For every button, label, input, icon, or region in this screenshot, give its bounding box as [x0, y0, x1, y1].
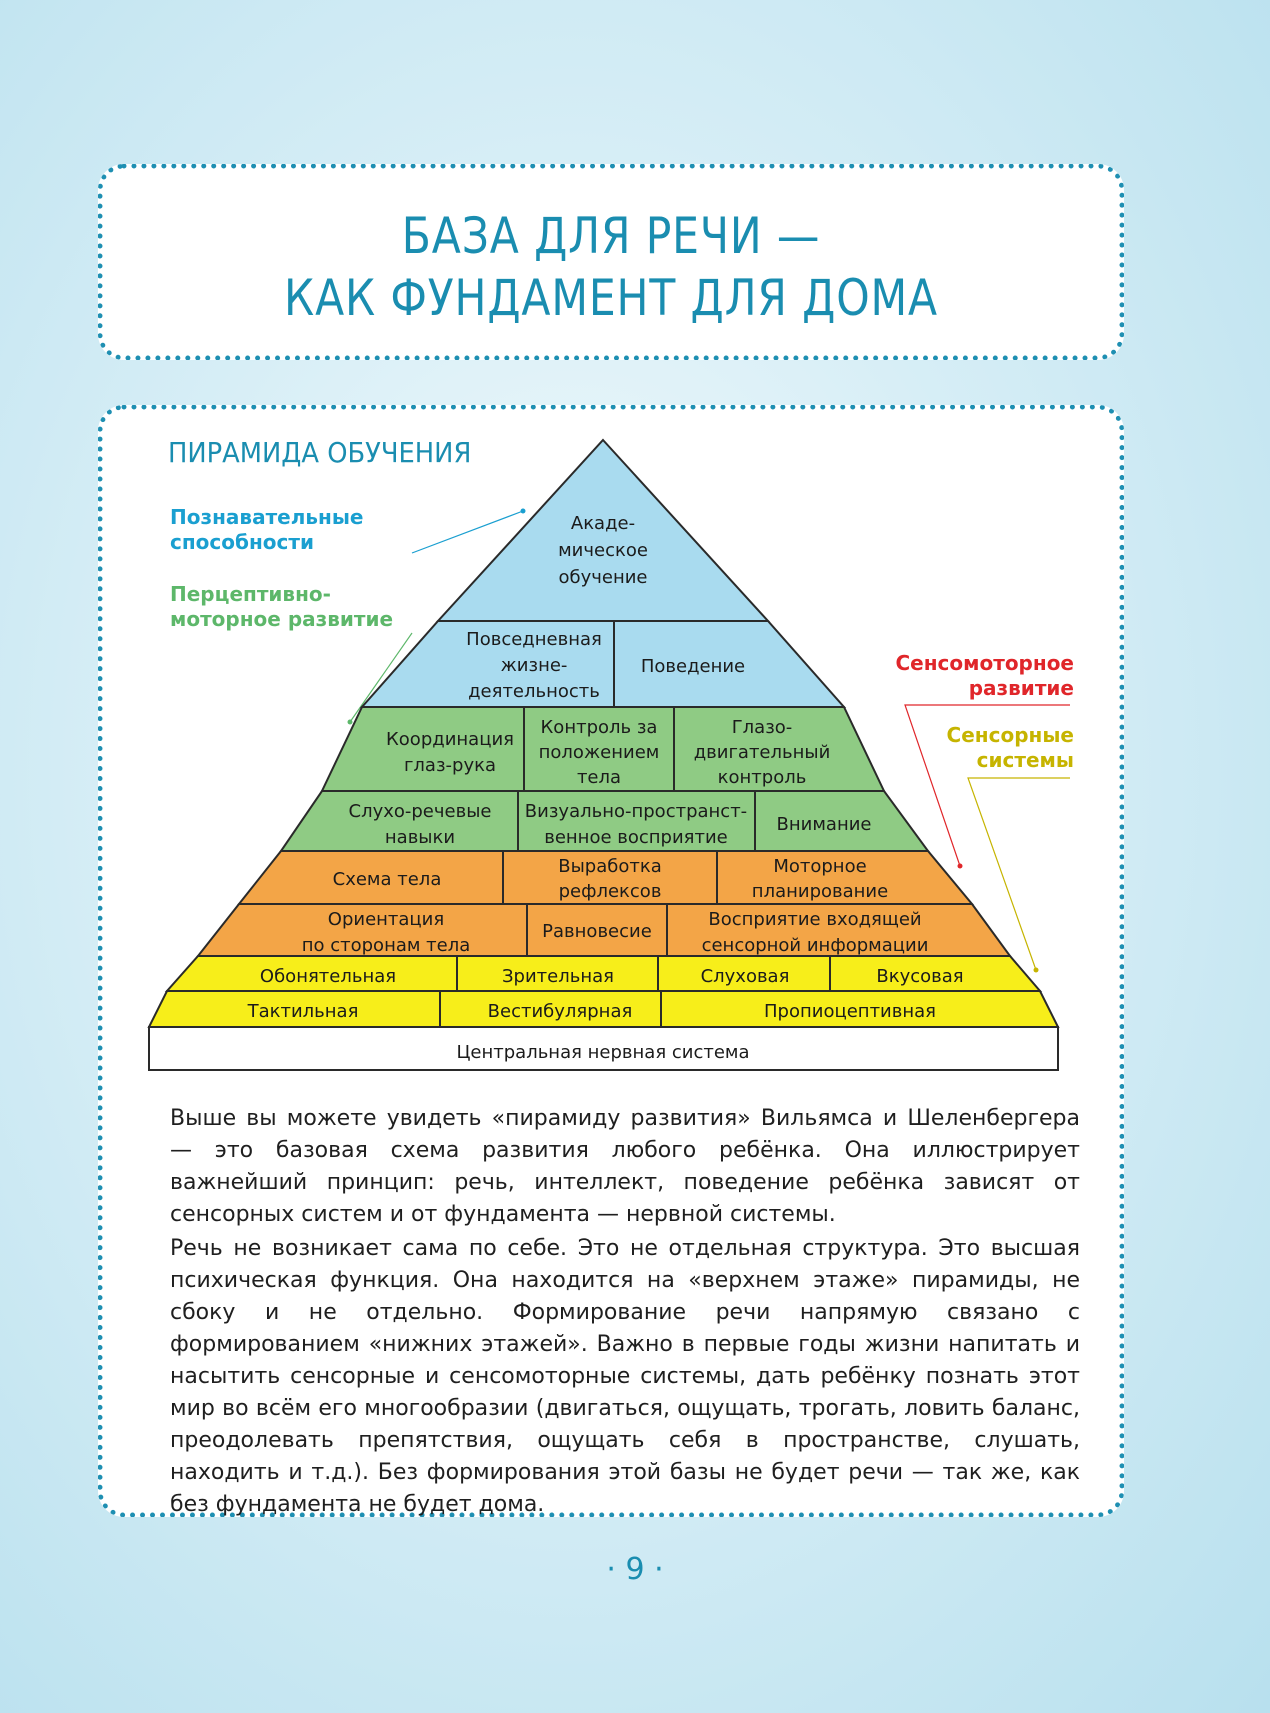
title-line-1: БАЗА ДЛЯ РЕЧИ —: [401, 207, 821, 265]
cell-olfactory: Обонятельная: [259, 966, 397, 987]
label-perceptual-line-1: Перцептивно-: [170, 582, 331, 606]
cell-academic-2: мическое: [558, 540, 648, 561]
connector-sensorimotor: [905, 705, 1070, 866]
pyramid-section-title: ПИРАМИДА ОБУЧЕНИЯ: [168, 436, 472, 469]
cell-posture-2: положением: [538, 742, 660, 763]
cell-daily-1: Повседневная: [466, 629, 602, 650]
cell-auditory-speech-1: Слухо-речевые: [348, 801, 492, 822]
label-sensory-line-1: Сенсорные: [946, 723, 1074, 747]
label-sensorimotor-line-1: Сенсомоторное: [895, 651, 1074, 675]
cell-body-sides-1: Ориентация: [327, 909, 445, 930]
connector-perceptual-dot: [348, 720, 353, 725]
title-line-2: КАК ФУНДАМЕНТ ДЛЯ ДОМА: [284, 269, 938, 327]
cell-oculomotor-1: Глазо-: [731, 717, 793, 738]
cell-visual-spatial-2: венное восприятие: [544, 827, 728, 848]
body-paragraph-1: Выше вы можете увидеть «пирамиду развития» Вильямса и Шеленбергера — это базовая схема развития любого ребёнка. Она иллюстрирует важнейший принцип: речь, интеллект, поведение ребёнка зависят от сенсорных систем и от фундамента — нервной системы.: [170, 1106, 1080, 1227]
cell-oculomotor-2: двигательный: [693, 742, 831, 763]
cell-academic-3: обучение: [558, 567, 648, 588]
cell-behavior: Поведение: [640, 656, 746, 677]
label-cognitive-line-2: способности: [170, 530, 314, 554]
cell-eye-hand-1: Координация: [386, 729, 514, 750]
cell-sensory-input-1: Восприятие входящей: [708, 909, 922, 930]
page-number: · 9 ·: [606, 1552, 664, 1587]
cell-balance: Равновесие: [542, 921, 652, 942]
cell-gustatory: Вкусовая: [876, 966, 964, 987]
cell-daily-2: жизне-: [500, 655, 568, 676]
cell-eye-hand-2: глаз-рука: [403, 755, 497, 776]
cell-body-sides-2: по сторонам тела: [301, 935, 471, 956]
cell-auditory-speech-2: навыки: [384, 827, 456, 848]
label-sensory-line-2: системы: [976, 748, 1074, 772]
connector-sensorimotor-dot: [958, 864, 963, 869]
connector-sensory-dot: [1034, 968, 1039, 973]
cell-oculomotor-3: контроль: [717, 767, 807, 788]
cell-academic-1: Акаде-: [570, 513, 636, 534]
cell-daily-3: деятельность: [468, 681, 600, 702]
body-paragraph-2: Речь не возникает сама по себе. Это не отдельная структура. Это высшая психическая функция. Она находится на «верхнем этаже» пирамиды, не сбоку и не отдельно. Формирование речи напрямую связано с формированием «нижних этажей». Важно в первые годы жизни напитать и насытить сенсорные и сенсомоторные системы, дать ребёнку познать этот мир во всём его многообразии (двигаться, ощущать, трогать, ловить баланс, преодолевать препятствия, ощущать себя в пространстве, слушать, находить и т.д.). Без формирования этой базы не будет речи — так же, как без фундамента не будет дома.: [170, 1236, 1080, 1517]
cell-proprioceptive: Пропиоцептивная: [764, 1001, 936, 1022]
cell-auditory: Слуховая: [700, 966, 790, 987]
cell-posture-3: тела: [576, 767, 622, 788]
label-sensorimotor-line-2: развитие: [968, 676, 1074, 700]
cell-motor-planning-1: Моторное: [773, 856, 867, 877]
cell-body-scheme: Схема тела: [332, 869, 442, 890]
cell-visual-spatial-1: Визуально-пространст-: [524, 801, 748, 822]
cell-attention: Внимание: [776, 814, 872, 835]
cell-cns: Центральная нервная система: [456, 1042, 750, 1063]
cell-reflexes-1: Выработка: [558, 856, 662, 877]
connector-cognitive-dot: [521, 509, 526, 514]
cell-tactile: Тактильная: [247, 1001, 359, 1022]
cell-motor-planning-2: планирование: [751, 881, 889, 902]
cell-reflexes-2: рефлексов: [558, 881, 662, 902]
label-perceptual-line-2: моторное развитие: [170, 607, 394, 631]
cell-sensory-input-2: сенсорной информации: [701, 935, 929, 956]
cell-posture-1: Контроль за: [540, 717, 658, 738]
cell-vestibular: Вестибулярная: [487, 1001, 633, 1022]
label-cognitive-line-1: Познавательные: [170, 505, 364, 529]
tier-daily: [362, 621, 844, 707]
cell-visual: Зрительная: [502, 966, 614, 987]
